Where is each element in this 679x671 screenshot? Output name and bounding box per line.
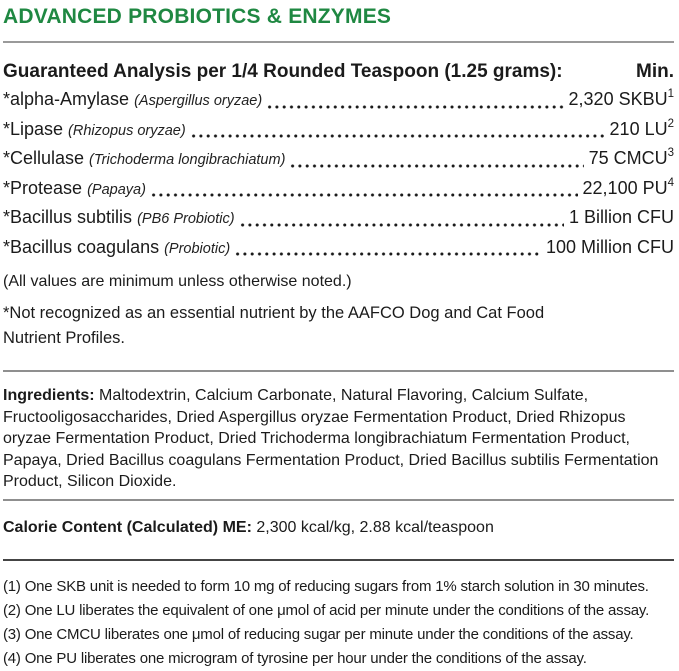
nutrient-source: (Probiotic) (164, 240, 231, 257)
nutrient-source: (PB6 Probiotic) (137, 211, 235, 227)
analysis-row (3, 116, 674, 146)
divider (3, 370, 674, 372)
product-title: ADVANCED PROBIOTICS & ENZYMES (3, 5, 392, 28)
nutrient-name: *Bacillus subtilis (3, 207, 133, 227)
dot-leader (289, 163, 583, 169)
footnotes-section (3, 575, 674, 671)
minimum-values-note: (All values are minimum unless otherwise noted.) (3, 273, 352, 290)
dot-leader (190, 133, 605, 139)
ingredients-list: Maltodextrin, Calcium Carbonate, Natural Flavoring, Calcium Sulfate, Fructooligosaccharides, Dried Aspergillus oryzae Fermentation Product, Dried Rhizopus oryzae Fermentation Product, Dried Trichoderma longibrachiatum Fermentation Product, Papaya, Dried Bacillus coagulans Fermentation Product, Dried Bacillus subtilis Fermentation Product, Silicon Dioxide. (3, 387, 659, 490)
footnote-ref: 1 (667, 88, 674, 100)
analysis-row (3, 204, 674, 234)
nutrient-name: *Protease (3, 177, 83, 198)
footnote-ref: 2 (667, 117, 674, 130)
dot-leader (234, 251, 541, 257)
footnote-2: (2) One LU liberates the equivalent of one μmol of acid per minute under the conditions of the assay. (3, 601, 650, 619)
nutrient-name: *alpha-Amylase (3, 89, 130, 109)
footnote-ref: 3 (667, 147, 674, 159)
divider (3, 499, 674, 501)
nutrient-value: 75 CMCU (588, 148, 668, 168)
nutrient-name: *Bacillus coagulans (3, 236, 160, 257)
footnote-3: (3) One CMCU liberates one μmol of reducing sugar per minute under the conditions of the assay. (3, 625, 634, 643)
calorie-content-line (3, 518, 674, 538)
min-column-label: Min. (636, 61, 674, 82)
footnote-1: (1) One SKB unit is needed to form 10 mg of reducing sugars from 1% starch solution in 30 minutes. (3, 577, 649, 595)
dot-leader (239, 222, 564, 228)
analysis-row (3, 86, 674, 116)
calorie-content-value: 2,300 kcal/kg, 2.88 kcal/teaspoon (251, 518, 494, 536)
nutrient-source: (Aspergillus oryzae) (134, 93, 263, 109)
ingredients-paragraph (3, 385, 671, 493)
nutrient-source: (Trichoderma longibrachiatum) (89, 152, 286, 168)
divider (3, 559, 674, 561)
nutrient-value: 210 LU (609, 118, 668, 139)
nutrient-value: 1 Billion CFU (568, 207, 674, 227)
aafco-note: *Not recognized as an essential nutrient by the AAFCO Dog and Cat Food Nutrient Profiles. (3, 304, 545, 347)
analysis-row (3, 175, 674, 205)
nutrient-source: (Papaya) (87, 181, 146, 198)
analysis-row (3, 234, 674, 264)
guaranteed-analysis-header (3, 60, 674, 84)
calorie-content-label: Calorie Content (Calculated) ME: (3, 518, 252, 536)
footnote-ref: 4 (667, 176, 674, 189)
dot-leader (150, 192, 578, 198)
nutrient-name: *Cellulase (3, 148, 85, 168)
nutrient-value: 2,320 SKBU (568, 89, 668, 109)
nutrient-source: (Rhizopus oryzae) (68, 122, 186, 139)
footnote-4: (4) One PU liberates one microgram of tyrosine per hour under the conditions of the assay. (3, 649, 587, 667)
ingredients-label: Ingredients: (3, 387, 95, 404)
guaranteed-analysis-table (3, 86, 674, 263)
nutrient-value: 100 Million CFU (545, 236, 674, 257)
guaranteed-analysis-heading: Guaranteed Analysis per 1/4 Rounded Teaspoon (1.25 grams): (3, 61, 563, 82)
analysis-row (3, 145, 674, 175)
dot-leader (266, 104, 563, 110)
nutrient-value: 22,100 PU (582, 177, 668, 198)
nutrient-name: *Lipase (3, 118, 64, 139)
divider (3, 41, 674, 43)
